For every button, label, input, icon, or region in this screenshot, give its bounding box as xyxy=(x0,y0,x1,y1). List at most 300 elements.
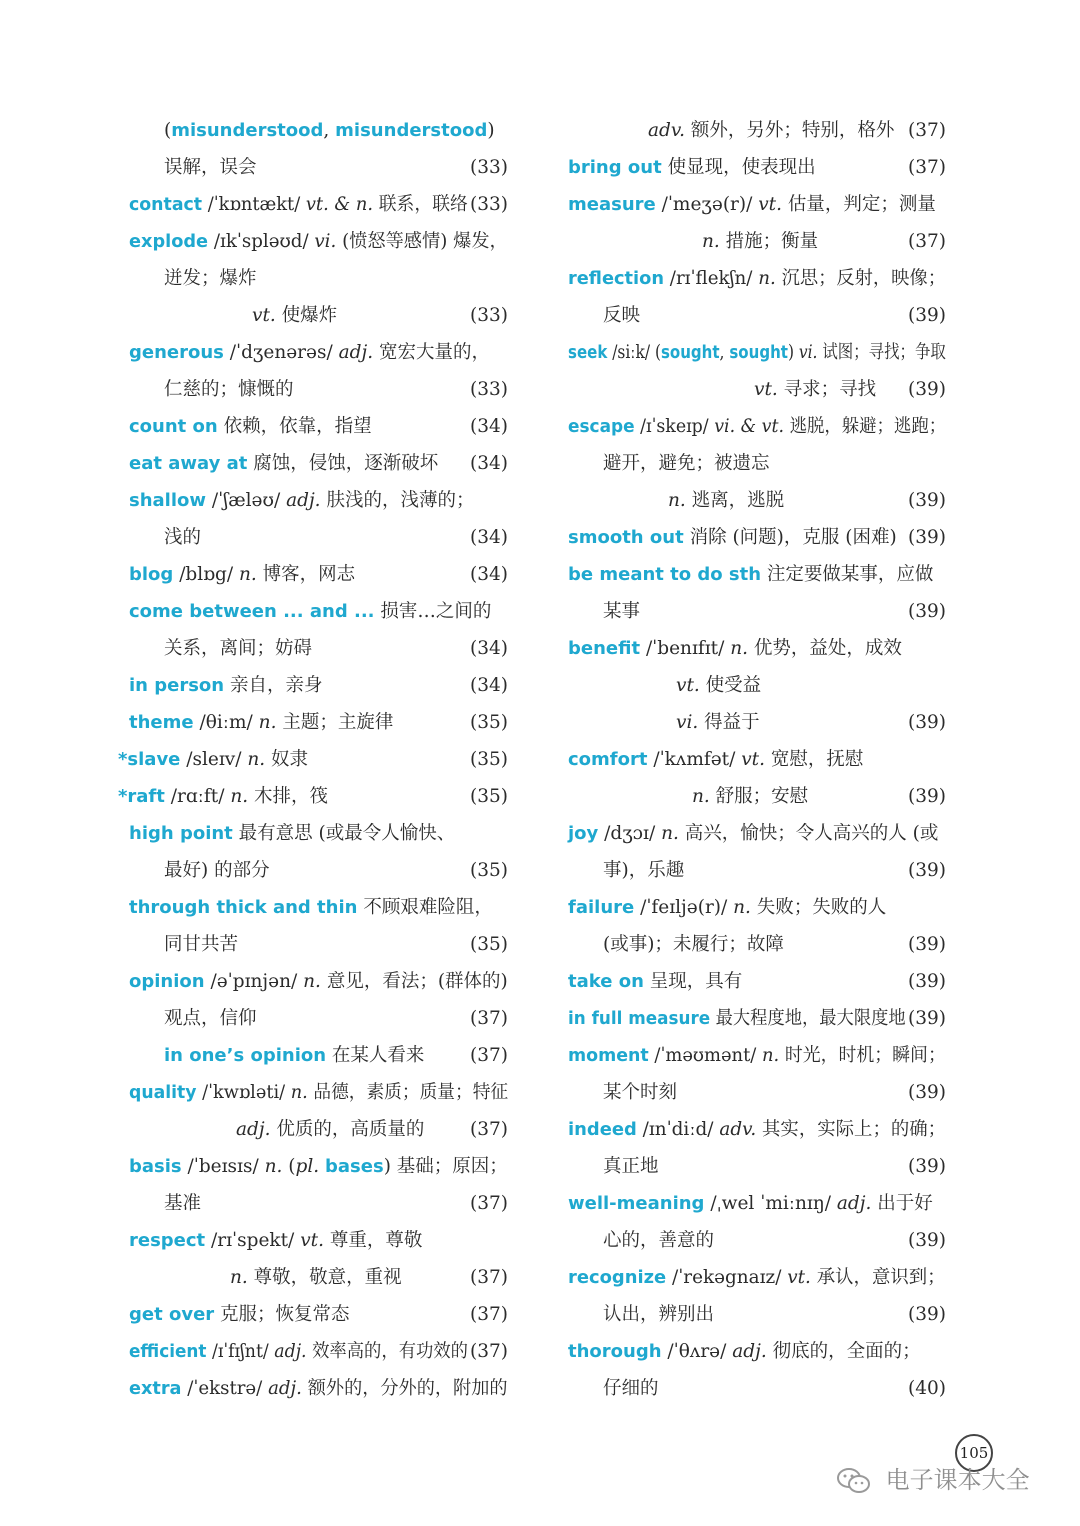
definition-text: 使显现，使表现出 xyxy=(661,157,816,178)
entry-text xyxy=(603,852,684,889)
right-column xyxy=(568,112,946,1407)
definition-text: 损害…之间的 xyxy=(374,601,492,622)
definition-text: 使受益 xyxy=(699,675,762,696)
headword: eat away at xyxy=(129,453,248,474)
entry-text xyxy=(603,1296,714,1333)
definition-text: 避开，避免；被遗忘 xyxy=(603,453,770,474)
headword: generous xyxy=(129,342,224,363)
entry-line xyxy=(568,371,946,408)
entry-line xyxy=(568,704,946,741)
definition-text: 迸发；爆炸 xyxy=(164,268,257,289)
headword: well-meaning xyxy=(568,1193,705,1214)
definition-text: 品德，素质；质量；特征 xyxy=(307,1082,509,1103)
part-of-speech: n. xyxy=(758,268,776,289)
entry-text xyxy=(129,1074,508,1111)
definition-text: 估量，判定；测量 xyxy=(782,194,936,215)
page-reference: (39) xyxy=(908,601,946,622)
page-reference: (34) xyxy=(470,527,508,548)
entry-text xyxy=(568,889,886,926)
definition-text: 优质的，高质量的 xyxy=(270,1119,425,1140)
entry-line xyxy=(118,371,508,408)
entry-text xyxy=(129,704,393,741)
entry-text xyxy=(568,1000,906,1037)
entry-line xyxy=(568,1259,946,1296)
entry-text xyxy=(568,149,816,186)
definition-text: 反映 xyxy=(603,305,641,326)
definition-text: (或事)；未履行；故障 xyxy=(603,934,784,955)
entry-line xyxy=(118,1259,508,1296)
definition-text: /ˈbeɪsɪs/ xyxy=(181,1156,265,1177)
headword: failure xyxy=(568,897,635,918)
entry-line xyxy=(568,1185,946,1222)
headword: contact xyxy=(129,194,203,215)
entry-line xyxy=(118,1296,508,1333)
part-of-speech: n. xyxy=(303,971,321,992)
entry-text xyxy=(129,1148,508,1185)
headword: bring out xyxy=(568,157,662,178)
headword: comfort xyxy=(568,749,648,770)
definition-text: /ˈkɒntækt/ xyxy=(202,194,306,215)
part-of-speech: adj. xyxy=(274,1341,307,1362)
definition-text: , xyxy=(719,342,730,363)
part-of-speech: n. xyxy=(238,564,257,585)
definition-text: 舒服；安慰 xyxy=(709,786,809,807)
entry-text xyxy=(129,186,468,223)
entry-line xyxy=(118,556,508,593)
definition-text: 浅的 xyxy=(164,527,202,548)
entry-line xyxy=(118,1222,508,1259)
definition-text: 联系，联络 xyxy=(373,194,468,215)
entry-text xyxy=(129,556,355,593)
entry-line xyxy=(568,1148,946,1185)
page-reference: (40) xyxy=(908,1378,946,1399)
page-reference: (37) xyxy=(470,1119,508,1140)
definition-text: /ˈmeʒə(r)/ xyxy=(655,194,759,215)
entry-text xyxy=(164,371,294,408)
entry-line xyxy=(568,408,946,445)
entry-line xyxy=(118,704,508,741)
page-reference: (39) xyxy=(908,1008,946,1029)
entry-line xyxy=(568,334,946,371)
entry-line xyxy=(568,1074,946,1111)
entry-line xyxy=(118,186,508,223)
entry-line xyxy=(568,112,946,149)
definition-text: /ɪˈfɪʃnt/ xyxy=(206,1341,275,1362)
definition-text: 注定要做某事，应做 xyxy=(761,564,934,585)
entry-text xyxy=(129,889,493,926)
headword: in one’s opinion xyxy=(164,1045,327,1066)
headword: be meant to do sth xyxy=(568,564,762,585)
wechat-icon xyxy=(836,1467,872,1495)
page-reference: (39) xyxy=(908,379,946,400)
entry-text xyxy=(648,112,894,149)
page-reference: (39) xyxy=(908,786,946,807)
definition-text: 彻底的，全面的； xyxy=(766,1341,921,1362)
definition-text: ) xyxy=(787,342,799,363)
entry-text xyxy=(568,260,946,297)
entry-text xyxy=(164,519,201,556)
entry-line xyxy=(568,519,946,556)
definition-text: 试图；寻找；争取 xyxy=(817,342,946,363)
page-reference: (39) xyxy=(908,971,946,992)
definition-text: /ˈməʊmənt/ xyxy=(648,1045,762,1066)
watermark xyxy=(836,1460,1030,1500)
headword: joy xyxy=(568,823,599,844)
definition-text: 最好) 的部分 xyxy=(164,860,270,881)
page-reference: (34) xyxy=(470,564,508,585)
headword: in full measure xyxy=(568,1008,711,1029)
entry-line xyxy=(568,889,946,926)
page-reference: (37) xyxy=(908,231,946,252)
part-of-speech: vt. xyxy=(754,379,778,400)
definition-text: 尊敬，敬意，重视 xyxy=(247,1267,402,1288)
definition-text: /ˈekstrə/ xyxy=(181,1378,269,1399)
definition-text: /rɑːft/ xyxy=(164,786,231,807)
definition-text: 承认，意识到； xyxy=(810,1267,946,1288)
definition-text: /blɒg/ xyxy=(173,564,239,585)
entry-line xyxy=(568,741,946,778)
definition-text: /ˈdʒenərəs/ xyxy=(223,342,339,363)
definition-text: 某个时刻 xyxy=(603,1082,678,1103)
definition-text: /sleɪv/ xyxy=(180,749,248,770)
entry-text xyxy=(118,778,328,815)
definition-text: /ˈbenɪfɪt/ xyxy=(640,638,731,659)
page-reference: (39) xyxy=(908,1304,946,1325)
definition-text: 奴隶 xyxy=(265,749,309,770)
headword: seek xyxy=(568,342,608,363)
entry-line xyxy=(568,667,946,704)
definition-text: 肤浅的，浅薄的； xyxy=(320,490,475,511)
page-reference: (35) xyxy=(470,712,508,733)
page-reference: (37) xyxy=(470,1193,508,1214)
entry-line xyxy=(568,815,946,852)
entry-line xyxy=(568,1000,946,1037)
headword: high point xyxy=(129,823,233,844)
definition-text: 腐蚀，侵蚀，逐渐破坏 xyxy=(247,453,439,474)
headword: blog xyxy=(129,564,174,585)
entry-line xyxy=(568,1296,946,1333)
headword: extra xyxy=(129,1378,182,1399)
entry-text xyxy=(129,1296,350,1333)
part-of-speech: n. xyxy=(761,1045,780,1066)
part-of-speech: vt. & n. xyxy=(305,194,374,215)
definition-text: /siːk/ ( xyxy=(607,342,661,363)
entry-line xyxy=(118,1074,508,1111)
entry-text xyxy=(230,1259,402,1296)
entry-text xyxy=(568,408,946,445)
page-reference: (35) xyxy=(470,934,508,955)
definition-text: 优势，益处，成效 xyxy=(748,638,902,659)
headword: misunderstood xyxy=(335,120,488,141)
entry-line xyxy=(568,1037,946,1074)
part-of-speech: vt. xyxy=(741,749,766,770)
entry-line xyxy=(118,741,508,778)
definition-text: 克服；恢复常态 xyxy=(214,1304,350,1325)
entry-line xyxy=(118,223,508,260)
page-reference: (37) xyxy=(470,1008,508,1029)
headword: count on xyxy=(129,416,218,437)
definition-text: /ˈkwɒləti/ xyxy=(196,1082,291,1103)
definition-text: 某事 xyxy=(603,601,641,622)
page-reference: (34) xyxy=(470,416,508,437)
entry-text xyxy=(603,593,640,630)
definition-text: /rɪˈflekʃn/ xyxy=(663,268,759,289)
definition-text: 尊重，尊敬 xyxy=(323,1230,423,1251)
entry-line xyxy=(118,519,508,556)
entry-text xyxy=(129,223,508,260)
entry-text xyxy=(603,1222,714,1259)
entry-text xyxy=(754,371,876,408)
entry-line xyxy=(568,1370,946,1407)
page-reference: (37) xyxy=(908,120,946,141)
part-of-speech: n. xyxy=(247,749,266,770)
entry-text xyxy=(129,482,474,519)
entry-text xyxy=(129,815,455,852)
definition-text: /ˈkʌmfət/ xyxy=(647,749,742,770)
page-reference: (33) xyxy=(470,157,508,178)
definition-text: 高兴，愉快；令人高兴的人 (或 xyxy=(678,823,939,844)
part-of-speech: adj. xyxy=(268,1378,302,1399)
definition-text: 最有意思 (或最令人愉快、 xyxy=(232,823,456,844)
entry-text xyxy=(603,297,640,334)
entry-line xyxy=(118,815,508,852)
entry-line xyxy=(118,778,508,815)
definition-text: 在某人看来 xyxy=(326,1045,425,1066)
page-reference: (39) xyxy=(908,934,946,955)
definition-text: 宽慰，抚慰 xyxy=(765,749,864,770)
page-reference: (39) xyxy=(908,1230,946,1251)
entry-text xyxy=(129,1333,468,1370)
definition-text: /dʒɔɪ/ xyxy=(598,823,662,844)
definition-text: ( xyxy=(164,120,172,141)
part-of-speech: vt. xyxy=(300,1230,324,1251)
definition-text: 同甘共苦 xyxy=(164,934,239,955)
entry-line xyxy=(118,482,508,519)
definition-text: 消除 (问题)，克服 (困难) xyxy=(683,527,897,548)
part-of-speech: vt. xyxy=(676,675,700,696)
part-of-speech: adj. xyxy=(338,342,374,363)
entry-line xyxy=(118,1148,508,1185)
part-of-speech: n. xyxy=(264,1156,283,1177)
part-of-speech: n. xyxy=(730,638,748,659)
headword: *slave xyxy=(118,749,181,770)
entry-text xyxy=(164,149,257,186)
entry-line xyxy=(118,1000,508,1037)
definition-text: /ˈθʌrə/ xyxy=(661,1341,733,1362)
headword: shallow xyxy=(129,490,207,511)
headword: sought xyxy=(660,342,720,363)
entry-text xyxy=(568,1333,921,1370)
part-of-speech: adv. xyxy=(719,1119,757,1140)
entry-text xyxy=(164,926,238,963)
part-of-speech: vi. xyxy=(676,712,699,733)
entry-line xyxy=(568,1333,946,1370)
part-of-speech: adj. xyxy=(286,490,321,511)
definition-text: 不顾艰难险阻， xyxy=(357,897,493,918)
entry-line xyxy=(118,334,508,371)
entry-line xyxy=(568,149,946,186)
entry-text xyxy=(164,1037,424,1074)
entry-line xyxy=(568,445,946,482)
part-of-speech: n. xyxy=(258,712,277,733)
definition-text: 额外的，分外的，附加的 xyxy=(301,1378,508,1399)
part-of-speech: adj. xyxy=(732,1341,767,1362)
entry-text xyxy=(603,1074,677,1111)
entry-text xyxy=(164,112,495,149)
definition-text: 沉思；反射，映像； xyxy=(775,268,946,289)
page-reference: (33) xyxy=(470,305,508,326)
definition-text: 事)，乐趣 xyxy=(603,860,685,881)
part-of-speech: pl. xyxy=(295,1156,320,1177)
entry-line xyxy=(568,852,946,889)
page-reference: (35) xyxy=(470,860,508,881)
entry-line xyxy=(118,630,508,667)
entry-text xyxy=(568,334,946,371)
headword: thorough xyxy=(568,1341,662,1362)
entry-line xyxy=(118,1333,508,1370)
definition-text: /θiːm/ xyxy=(193,712,259,733)
definition-text: /ˈʃæləʊ/ xyxy=(206,490,287,511)
entry-line xyxy=(568,1222,946,1259)
entry-text xyxy=(129,445,438,482)
definition-text: 额外，另外；特别，格外 xyxy=(685,120,895,141)
definition-text: 博客，网志 xyxy=(256,564,356,585)
entry-text xyxy=(603,1148,659,1185)
entry-text xyxy=(692,778,808,815)
entry-text xyxy=(568,963,742,1000)
page-reference: (33) xyxy=(470,379,508,400)
definition-text: 逃离，逃脱 xyxy=(685,490,785,511)
definition-text: 最大程度地，最大限度地 xyxy=(710,1008,906,1029)
definition-text: 出于好 xyxy=(871,1193,933,1214)
entry-text xyxy=(164,1000,257,1037)
headword: reflection xyxy=(568,268,664,289)
page-reference: (39) xyxy=(908,305,946,326)
entry-line xyxy=(118,112,508,149)
part-of-speech: n. xyxy=(230,786,249,807)
entry-line xyxy=(568,963,946,1000)
page-reference: (37) xyxy=(470,1267,508,1288)
entry-line xyxy=(568,926,946,963)
headword: get over xyxy=(129,1304,215,1325)
entry-text xyxy=(568,1037,946,1074)
headword: come between ... and ... xyxy=(129,601,375,622)
headword: respect xyxy=(129,1230,206,1251)
definition-text: 逃脱，躲避；逃跑； xyxy=(784,416,947,437)
part-of-speech: n. xyxy=(230,1267,248,1288)
entry-text xyxy=(568,1259,946,1296)
headword: efficient xyxy=(129,1341,207,1362)
entry-line xyxy=(118,852,508,889)
entry-text xyxy=(236,1111,424,1148)
entry-text xyxy=(702,223,818,260)
part-of-speech: n. xyxy=(290,1082,308,1103)
definition-text: /ɪkˈspləʊd/ xyxy=(208,231,315,252)
entry-line xyxy=(568,297,946,334)
part-of-speech: n. xyxy=(668,490,686,511)
definition-text: /rɪˈspekt/ xyxy=(205,1230,301,1251)
part-of-speech: n. xyxy=(733,897,751,918)
page-reference: (34) xyxy=(470,638,508,659)
definition-text: /əˈpɪnjən/ xyxy=(204,971,304,992)
headword: smooth out xyxy=(568,527,684,548)
definition-text: /ˌwel ˈmiːnɪŋ/ xyxy=(704,1193,837,1214)
entry-line xyxy=(118,593,508,630)
definition-text: 关系，离间；妨碍 xyxy=(164,638,313,659)
entry-text xyxy=(603,445,770,482)
definition-text: /ɪnˈdiːd/ xyxy=(636,1119,720,1140)
entry-line xyxy=(118,149,508,186)
entry-text xyxy=(603,1370,659,1407)
page-reference: (39) xyxy=(908,860,946,881)
entry-line xyxy=(118,297,508,334)
page-reference: (39) xyxy=(908,490,946,511)
headword: recognize xyxy=(568,1267,667,1288)
definition-text: /ˈrekəgnaɪz/ xyxy=(666,1267,788,1288)
entry-text xyxy=(676,704,760,741)
definition-text: 失败；失败的人 xyxy=(750,897,887,918)
entry-line xyxy=(118,408,508,445)
part-of-speech: adv. xyxy=(648,120,686,141)
entry-line xyxy=(568,778,946,815)
entry-text xyxy=(568,556,933,593)
page-reference: (39) xyxy=(908,527,946,548)
definition-text: 认出，辨别出 xyxy=(603,1304,715,1325)
entry-text xyxy=(129,1370,508,1407)
entry-text xyxy=(252,297,337,334)
headword: through thick and thin xyxy=(129,897,358,918)
entry-line xyxy=(568,260,946,297)
entry-line xyxy=(568,556,946,593)
definition-text: , xyxy=(323,120,336,141)
headword: escape xyxy=(568,416,635,437)
definition-text: 效率高的，有功效的 xyxy=(306,1341,469,1362)
page-reference: (34) xyxy=(470,675,508,696)
definition-text: /ˈfeɪljə(r)/ xyxy=(634,897,734,918)
entry-line xyxy=(118,926,508,963)
entry-text xyxy=(164,630,312,667)
page-reference: (37) xyxy=(470,1341,508,1362)
part-of-speech: vi. xyxy=(798,342,818,363)
definition-text: 观点，信仰 xyxy=(164,1008,257,1029)
page-reference: (39) xyxy=(908,1082,946,1103)
headword: *raft xyxy=(118,786,165,807)
definition-text: ) 基础；原因； xyxy=(383,1156,508,1177)
headword: moment xyxy=(568,1045,649,1066)
entry-text xyxy=(129,963,508,1000)
entry-text xyxy=(568,1185,933,1222)
entry-line xyxy=(118,1370,508,1407)
entry-text xyxy=(164,1185,201,1222)
entry-line xyxy=(568,593,946,630)
entry-text xyxy=(164,852,270,889)
definition-text: 时光，时机；瞬间； xyxy=(779,1045,946,1066)
part-of-speech: n. xyxy=(692,786,710,807)
page-reference: (35) xyxy=(470,749,508,770)
headword: measure xyxy=(568,194,656,215)
entry-text xyxy=(129,667,323,704)
definition-text: 主题；主旋律 xyxy=(276,712,394,733)
part-of-speech: n. xyxy=(702,231,720,252)
page-reference: (33) xyxy=(470,194,508,215)
entry-text xyxy=(676,667,761,704)
entry-line xyxy=(118,1185,508,1222)
definition-text: 误解，误会 xyxy=(164,157,257,178)
headword: explode xyxy=(129,231,209,252)
definition-text: 呈现，具有 xyxy=(643,971,743,992)
part-of-speech: adj. xyxy=(236,1119,271,1140)
definition-text: ) xyxy=(487,120,495,141)
